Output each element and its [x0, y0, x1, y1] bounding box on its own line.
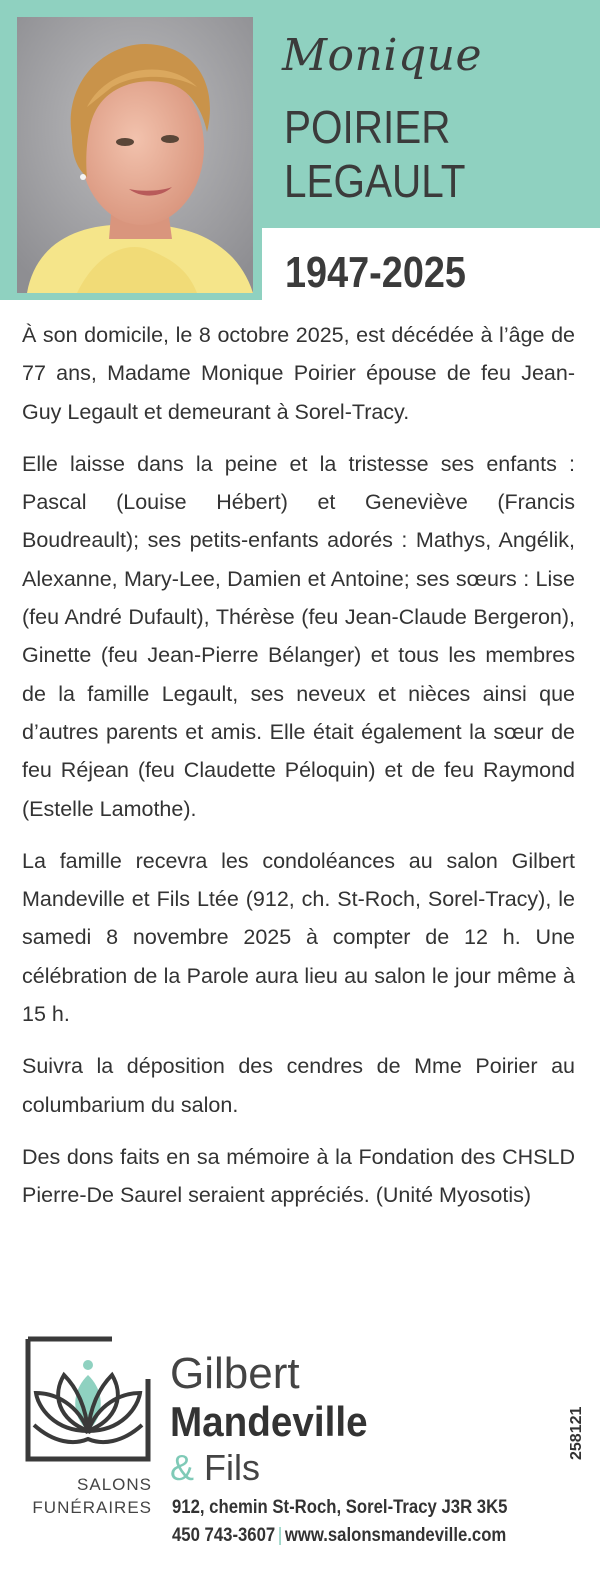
- last-names: [284, 100, 465, 208]
- paragraph: La famille recevra les condoléances au salon Gilbert Mandeville et Fils Ltée (912, ch. St-Roch, Sorel-Tracy), le samedi 8 novembre 2025 à compter de 12 h. Une célébration de la Parole aura lieu au salon le jour même à 15 h.: [22, 848, 575, 1027]
- obituary-text: [22, 316, 575, 1229]
- portrait-photo: [17, 17, 253, 293]
- fils-text: Fils: [204, 1447, 261, 1488]
- salons-line: SALONS: [77, 1475, 152, 1494]
- funeraires-line: FUNÉRAIRES: [32, 1498, 152, 1517]
- paragraph: Des dons faits en sa mémoire à la Fondation des CHSLD Pierre-De Saurel seraient appréciés. (Unité Myosotis): [22, 1144, 575, 1208]
- paragraph: Suivra la déposition des cendres de Mme Poirier au columbarium du salon.: [22, 1054, 575, 1117]
- contact-line: [172, 1524, 506, 1548]
- brand-fils: [170, 1448, 260, 1488]
- address: 912, chemin St-Roch, Sorel-Tracy J3R 3K5: [172, 1497, 508, 1518]
- paragraph: Elle laisse dans la peine et la tristesse ses enfants : Pascal (Louise Hébert) et Geneviève (Francis Boudreault); ses petits-enfants adorés : Mathys, Angélik, Alexanne, Mary-Lee, Damien et Antoine; ses sœurs : Lise (feu André Dufault), Thérèse (feu Jean-Claude Bergeron), Ginette (feu Jean-Pierre Bélanger) et tous les membres de la famille Legault, ses neveux et nièces ainsi que d’autres parents et amis. Elle était également la sœur de feu Réjean (feu Claudette Péloquin) et de feu Raymond (Estelle Lamothe).: [22, 451, 575, 821]
- left-accent-strip: [0, 0, 10, 300]
- first-name: Monique: [282, 30, 482, 81]
- salons-funeraires-label: [20, 1473, 152, 1519]
- lotus-flower-logo-icon: [24, 1335, 152, 1463]
- website-link[interactable]: www.salonsmandeville.com: [284, 1525, 507, 1546]
- brand-gilbert: Gilbert: [170, 1349, 300, 1398]
- last-name-1: POIRIER: [284, 101, 451, 153]
- brand-mandeville: Mandeville: [170, 1398, 368, 1445]
- phone: 450 743-3607: [172, 1525, 276, 1546]
- reference-number: 258121: [568, 1406, 585, 1460]
- life-dates: 1947-2025: [285, 248, 466, 297]
- portrait-icon: [17, 17, 253, 293]
- separator: |: [277, 1525, 283, 1546]
- paragraph: À son domicile, le 8 octobre 2025, est décédée à l’âge de 77 ans, Madame Monique Poirier épouse de feu Jean-Guy Legault et demeurant à Sorel-Tracy.: [22, 323, 575, 424]
- ampersand: &: [170, 1447, 195, 1488]
- last-name-2: LEGAULT: [284, 155, 466, 207]
